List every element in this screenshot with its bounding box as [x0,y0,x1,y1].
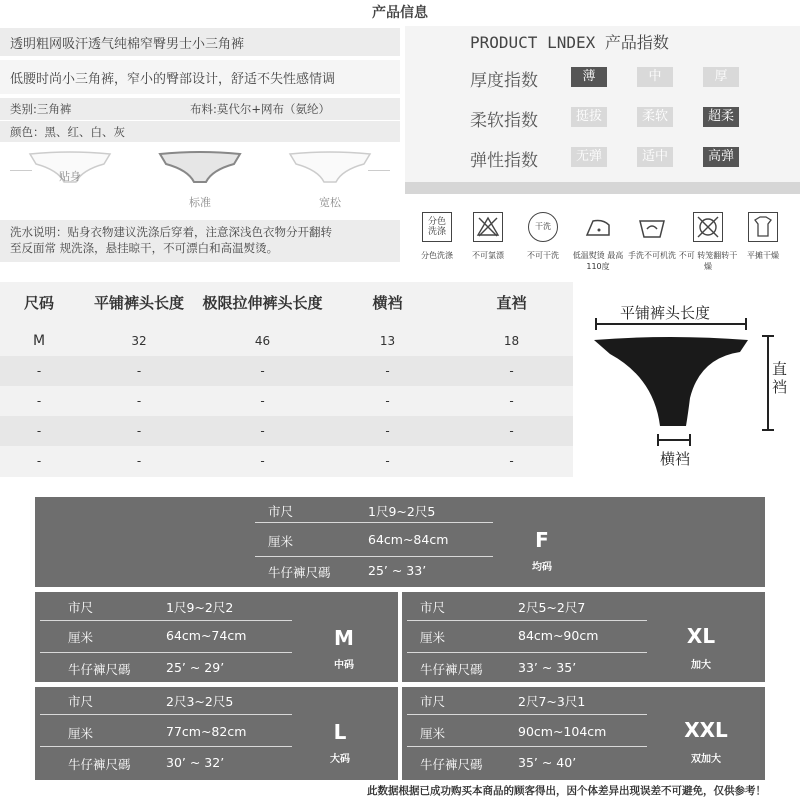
block-xl-label-chi: 市尺 [420,600,446,615]
table-header-waist-flat: 平铺裤头长度 [93,293,184,312]
care-label-6: 不可 转笼翻转干燥 [678,251,738,271]
size-m-label: M [334,626,354,650]
block-f-label-jeans: 牛仔褲尺碼 [268,565,331,580]
block-l-label-chi: 市尺 [68,694,94,709]
block-xl-label-cm: 厘米 [420,630,446,645]
table-row [0,446,573,476]
table-header-crotch: 横裆 [372,293,403,312]
divider [407,620,647,621]
block-f-value-chi: 1尺9~2尺5 [368,504,436,519]
table-cell: - [509,454,514,468]
table-cell: 32 [131,334,147,348]
divider [407,746,647,747]
block-f-label-cm: 厘米 [268,534,294,549]
arrow-right-icon [368,170,390,171]
table-cell: - [385,364,390,378]
thickness-medium-chip: 中 [637,67,673,87]
table-cell: - [136,454,142,468]
care-label-1: 分色洗涤 [421,251,453,260]
fit-label-loose: 宽松 [319,196,341,209]
product-name-row [0,28,400,56]
low-iron-icon [583,212,613,242]
elasticity-medium-chip: 适中 [637,147,673,167]
block-xxl-label-cm: 厘米 [420,726,446,741]
no-tumble-dry-icon [693,212,723,242]
block-f-value-cm: 64cm~84cm [368,532,449,547]
thickness-thick-chip: 厚 [703,67,739,87]
elasticity-none-chip: 无弹 [571,147,607,167]
fit-standard-icon [150,148,250,188]
table-cell: M [32,333,46,349]
fabric-text: 布料:莫代尔+网布（氨纶） [190,102,331,116]
table-cell: - [36,454,42,468]
disclaimer-note: 此数据根据已成功购买本商品的顾客得出，因个体差异出现误差不可避免，仅供参考！ [367,785,766,797]
block-xxl-value-chi: 2尺7~3尺1 [518,694,586,709]
table-cell: - [509,364,514,378]
softness-soft-chip: 柔软 [637,107,673,127]
divider [255,522,493,523]
softness-firm-chip: 挺拔 [571,107,607,127]
table-cell: - [36,364,42,378]
care-label-4: 低温熨烫 最高110度 [572,251,624,271]
block-l-value-jeans: 30’ ~ 32’ [166,755,225,770]
diagram-crotch-label: 横裆 [660,450,691,468]
block-f-label-chi: 市尺 [268,504,294,519]
block-l-label-jeans: 牛仔褲尺碼 [68,757,131,772]
table-cell: - [260,454,265,468]
separate-wash-icon: 分色 洗涤 [422,212,452,242]
thickness-thin-chip: 薄 [571,67,607,87]
thickness-label: 厚度指数 [470,71,538,91]
block-xl-value-jeans: 33’ ~ 35’ [518,660,577,675]
table-cell: - [136,364,142,378]
colors-text: 颜色：黑、红、白、灰 [10,124,125,139]
section-title: 产品信息 [372,5,428,21]
size-m-sub: 中码 [334,660,354,671]
size-xxl-label: XXL [684,718,728,742]
block-l-label-cm: 厘米 [68,726,94,741]
size-l-label: L [333,720,347,744]
colors-row [0,121,400,142]
care-label-7: 平摊干燥 [747,251,779,260]
arrow-left-icon [10,170,32,171]
divider [40,620,292,621]
flat-dry-icon [748,212,778,242]
wash-note [0,220,400,262]
block-m-label-chi: 市尺 [68,600,94,615]
divider [407,652,647,653]
table-cell: - [385,454,390,468]
table-header-rise: 直裆 [496,293,527,312]
table-header-waist-stretch: 极限拉伸裤头长度 [202,293,323,312]
wash-note-line-2: 至反面常 规洗涤，悬挂晾干，不可漂白和高温熨烫。 [10,241,279,255]
table-cell: - [260,424,265,438]
table-cell: 13 [379,334,396,348]
category-row [0,98,400,120]
block-xl-value-chi: 2尺5~2尺7 [518,600,586,615]
size-xl-label: XL [686,624,716,648]
divider [40,652,292,653]
softness-label: 柔软指数 [470,111,538,131]
block-l-value-cm: 77cm~82cm [166,724,247,739]
fit-label-tight: 贴身 [59,170,81,183]
block-m-label-cm: 厘米 [68,630,94,645]
care-label-3: 不可干洗 [527,251,559,260]
size-l-sub: 大码 [330,754,350,765]
table-header-size: 尺码 [23,293,54,312]
table-row [0,416,573,446]
table-cell: - [136,394,142,408]
divider [255,556,493,557]
size-xxl-sub: 双加大 [691,754,721,765]
fit-loose-icon [280,148,380,188]
block-xxl-value-cm: 90cm~104cm [518,724,607,739]
wash-note-line-1: 洗水说明：贴身衣物建议洗涤后穿着，注意深浅色衣物分开翻转 [10,225,332,239]
block-m-value-jeans: 25’ ~ 29’ [166,660,225,675]
block-xxl-label-chi: 市尺 [420,694,446,709]
table-row [0,326,573,356]
block-xl-label-jeans: 牛仔褲尺碼 [420,662,483,677]
block-xl-value-cm: 84cm~90cm [518,628,599,643]
no-dryclean-icon: 干洗 [528,212,558,242]
block-f-value-jeans: 25’ ~ 33’ [368,563,427,578]
block-m-value-cm: 64cm~74cm [166,628,247,643]
no-bleach-icon [473,212,503,242]
product-tagline: 低腰时尚小三角裤，窄小的臀部设计，舒适不失性感情调 [10,71,336,87]
divider [407,714,647,715]
table-cell: - [509,424,514,438]
table-cell: 18 [503,334,520,348]
block-xxl-value-jeans: 35’ ~ 40’ [518,755,577,770]
elasticity-high-chip: 高弹 [703,147,739,167]
block-l-value-chi: 2尺3~2尺5 [166,694,234,709]
size-f-label: F [535,528,549,552]
table-row [0,386,573,416]
divider-bar [405,182,800,194]
table-cell: - [260,364,265,378]
diagram-waist-label: 平铺裤头长度 [620,304,711,322]
category-text: 类别:三角裤 [10,102,72,116]
product-name: 透明粗网吸汗透气纯棉窄臀男士小三角裤 [10,36,245,52]
size-xl-sub: 加大 [691,660,711,671]
brief-diagram [590,318,790,468]
table-cell: - [509,394,514,408]
block-m-value-chi: 1尺9~2尺2 [166,600,234,615]
table-cell: - [136,424,142,438]
table-cell: 46 [254,334,271,348]
table-cell: - [260,394,265,408]
softness-supersoft-chip: 超柔 [703,107,739,127]
hand-wash-icon [637,212,667,242]
diagram-rise-label: 直 裆 [772,360,788,396]
fit-label-standard: 标准 [189,196,211,209]
table-cell: - [36,424,42,438]
table-cell: - [385,394,390,408]
care-label-2: 不可氯漂 [472,251,504,260]
divider [40,746,292,747]
table-row [0,356,573,386]
care-label-5: 手洗不可机洗 [628,251,676,260]
block-xxl-label-jeans: 牛仔褲尺碼 [420,757,483,772]
size-f-sub: 均码 [532,562,552,573]
fit-shapes [0,142,400,212]
block-m-label-jeans: 牛仔褲尺碼 [68,662,131,677]
table-cell: - [36,394,42,408]
size-table [0,282,573,477]
index-panel-title: PRODUCT LNDEX 产品指数 [470,33,669,52]
table-cell: - [385,424,390,438]
tagline-row [0,60,400,94]
elasticity-label: 弹性指数 [470,151,538,171]
divider [40,714,292,715]
